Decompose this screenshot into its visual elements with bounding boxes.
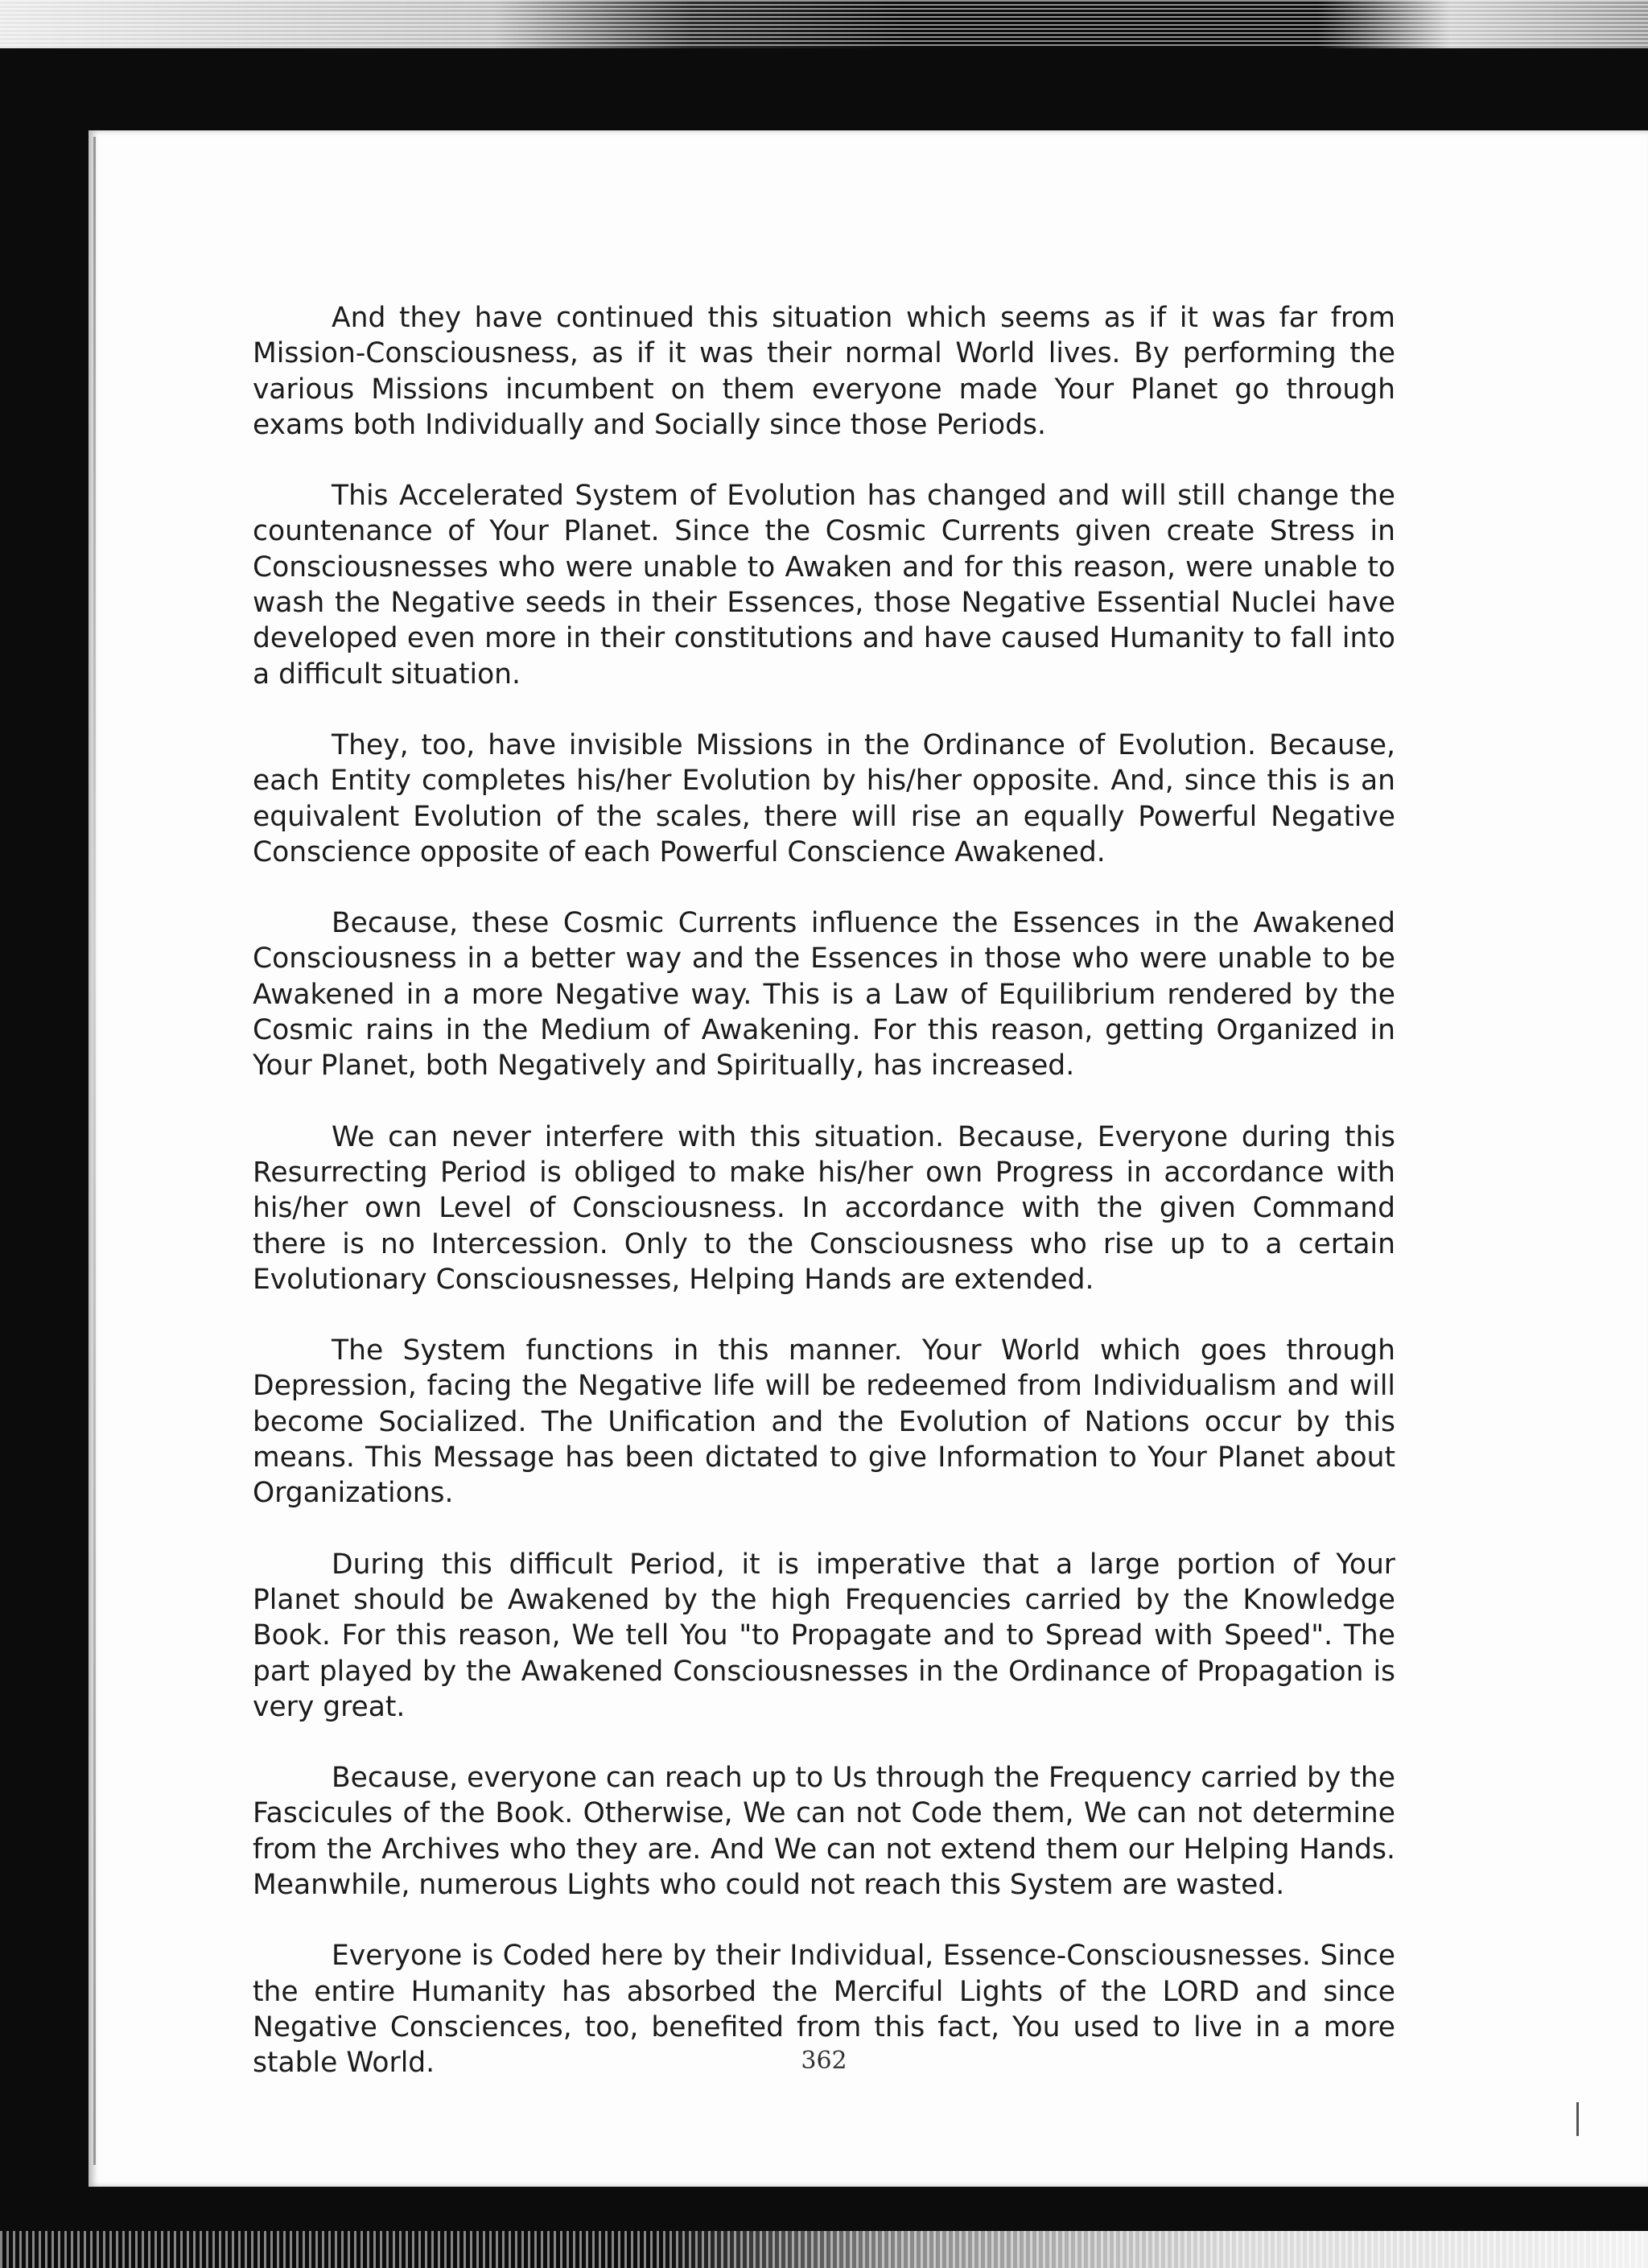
page-binding-shadow	[93, 137, 96, 2165]
scan-bottom-edge	[0, 2231, 1648, 2268]
body-text	[253, 300, 1395, 2116]
paragraph-6: The System functions in this manner. Your World which goes through Depression, facing the Negative life will be redeemed from Individualism and will become Socialized. The Unification and the Evolution of Nations occur by this means. This Message has been dictated to give Information to Your Planet about Organizations.	[253, 1334, 1395, 1510]
paragraph-5: We can never interfere with this situation. Because, Everyone during this Resurrecting Period is obliged to make his/her own Progress in accordance with his/her own Level of Consciousness. In accordance with the given Command there is no Intercession. Only to the Consciousness who rise up to a certain Evolutionary Consciousnesses, Helping Hands are extended.	[253, 1120, 1395, 1296]
paragraph-9: Everyone is Coded here by their Individual, Essence-Consciousnesses. Since the entire Humanity has absorbed the Merciful Lights of the LORD and since Negative Consciences, too, benefited from this fact, You used to live in a more stable World.	[253, 1940, 1395, 2080]
paragraph-7: During this difficult Period, it is imperative that a large portion of Your Planet should be Awakened by the high Frequencies carried by the Knowledge Book. For this reason, We tell You "to Propagate and to Spread with Speed". The part played by the Awakened Consciousnesses in the Ordinance of Propagation is very great.	[253, 1548, 1395, 1723]
paragraph-2: This Accelerated System of Evolution has changed and will still change the countenance of Your Planet. Since the Cosmic Currents given create Stress in Consciousnesses who were unable to Awaken and for this reason, were unable to wash the Negative seeds in their Essences, those Negative Essential Nuclei have developed even more in their constitutions and have caused Humanity to fall into a difficult situation.	[253, 480, 1395, 691]
scan-artifact-mark	[1576, 2102, 1579, 2136]
paragraph-3: They, too, have invisible Missions in the Ordinance of Evolution. Because, each Entity completes his/her Evolution by his/her opposite. And, since this is an equivalent Evolution of the scales, there will rise an equally Powerful Negative Conscience opposite of each Powerful Conscience Awakened.	[253, 728, 1395, 868]
paragraph-4: Because, these Cosmic Currents influence the Essences in the Awakened Consciousness in a better way and the Essences in those who were unable to be Awakened in a more Negative way. This is a Law of Equilibrium rendered by the Cosmic rains in the Medium of Awakening. For this reason, getting Organized in Your Planet, both Negatively and Spiritually, has increased.	[253, 907, 1395, 1082]
paragraph-1: And they have continued this situation which seems as if it was far from Mission-Consciousness, as if it was their normal World lives. By performing the various Missions incumbent on them everyone made Your Planet go through exams both Individually and Socially since those Periods.	[253, 302, 1395, 441]
paragraph-8: Because, everyone can reach up to Us through the Frequency carried by the Fascicules of the Book. Otherwise, We can not Code them, We can not determine from the Archives who they are. And We can not extend them our Helping Hands. Meanwhile, numerous Lights who could not reach this System are wasted.	[253, 1762, 1395, 1901]
page-number: 362	[801, 2047, 847, 2075]
scan-top-edge	[0, 0, 1648, 48]
